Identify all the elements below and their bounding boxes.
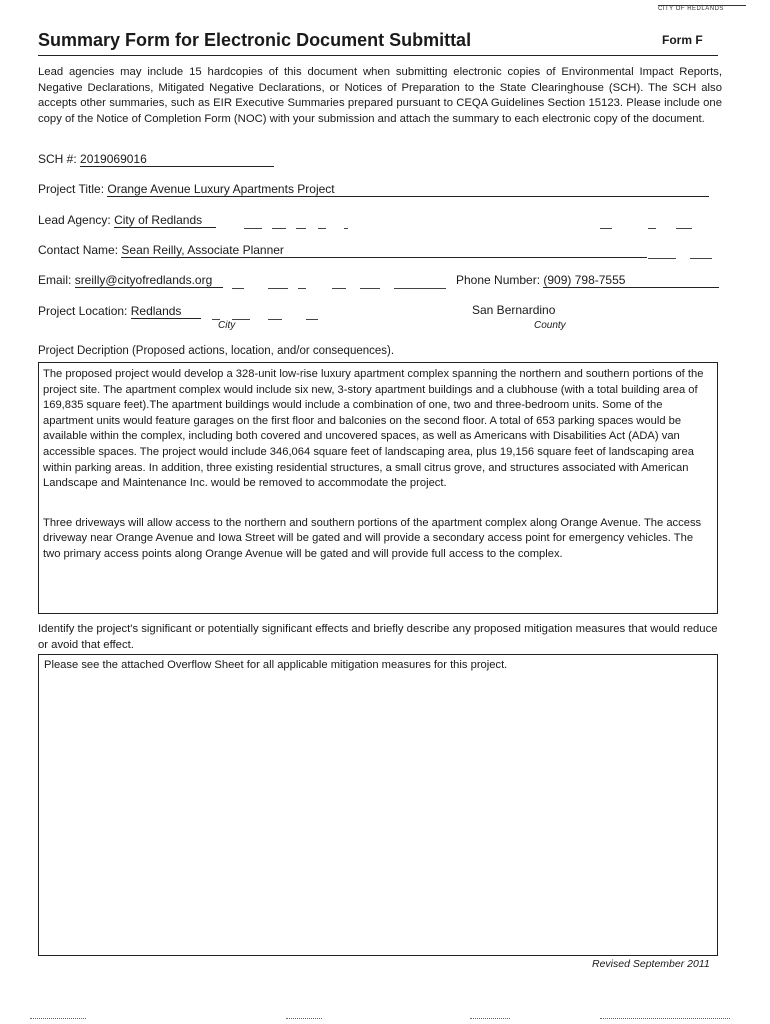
effects-text: Please see the attached Overflow Sheet for all applicable mitigation measures for this project. xyxy=(44,659,508,671)
dash-line xyxy=(344,228,348,229)
form-label: Form F xyxy=(662,33,703,47)
dash-line xyxy=(648,228,656,229)
email-label: Email: xyxy=(38,273,72,287)
dash-line xyxy=(600,228,612,229)
project-title-field xyxy=(38,182,709,197)
dash-line xyxy=(268,288,288,289)
description-label: Project Decription (Proposed actions, location, and/or consequences). xyxy=(38,345,395,357)
dash-line xyxy=(272,228,286,229)
lead-agency-value[interactable]: City of Redlands xyxy=(114,213,216,228)
scan-speck xyxy=(286,1018,322,1019)
dash-line xyxy=(244,228,262,229)
lead-agency-field xyxy=(38,213,216,228)
project-location-label: Project Location: xyxy=(38,304,128,318)
phone-field xyxy=(456,273,719,288)
dash-line xyxy=(690,258,712,259)
project-title-label: Project Title: xyxy=(38,182,105,196)
email-field xyxy=(38,273,223,288)
dash-line xyxy=(394,288,446,289)
dash-line xyxy=(648,258,676,259)
email-value[interactable]: sreilly@cityofredlands.org xyxy=(75,273,223,288)
page-title: Summary Form for Electronic Document Submittal xyxy=(38,30,472,50)
contact-name-value[interactable]: Sean Reilly, Associate Planner xyxy=(121,243,647,258)
title-rule xyxy=(38,55,718,56)
dash-line xyxy=(298,288,306,289)
scan-speck xyxy=(30,1018,86,1019)
dash-line xyxy=(360,288,380,289)
lead-agency-label: Lead Agency: xyxy=(38,213,111,227)
revised-date: Revised September 2011 xyxy=(592,958,710,970)
description-box[interactable] xyxy=(38,362,718,614)
scan-speck xyxy=(470,1018,510,1019)
project-title-value[interactable]: Orange Avenue Luxury Apartments Project xyxy=(107,182,709,197)
sch-number-label: SCH #: xyxy=(38,152,77,166)
contact-name-field xyxy=(38,243,647,258)
dash-line xyxy=(268,319,282,320)
received-stamp: CITY OF REDLANDS xyxy=(658,5,746,22)
dash-line xyxy=(676,228,692,229)
effects-box[interactable] xyxy=(38,654,718,956)
dash-line xyxy=(332,288,346,289)
county-caption: County xyxy=(534,320,566,331)
description-paragraph-2: Three driveways will allow access to the northern and southern portions of the apartment complex along Orange Avenue. The access driveway near Orange Avenue and Iowa Street will be gated and will provide a secondary access point for emergency vehicles. The two primary access points along Orange Avenue will be gated and will provide full access to the complex. xyxy=(43,516,702,560)
county-value[interactable]: San Bernardino xyxy=(472,303,556,317)
city-caption: City xyxy=(218,320,236,331)
sch-number-value[interactable]: 2019069016 xyxy=(80,152,274,167)
effects-label: Identify the project's significant or potentially significant effects and briefly describe any proposed mitigation measures that would reduce or avoid that effect. xyxy=(38,623,718,651)
scan-speck xyxy=(600,1018,730,1019)
dash-line xyxy=(296,228,306,229)
description-paragraph-1: The proposed project would develop a 328-unit low-rise luxury apartment complex spanning the northern and southern portions of the project site. The apartment complex would include six new, 3-story apartment buildings and a clubhouse (with a total building area of 169,835 square feet).The apartment buildings would include a combination of one, two and three-bedroom units. Some of the apartment units would feature garages on the first floor and balconies on the second floor. A total of 653 parking spaces would be available within the complex, including both covered and uncovered spaces, as well as Americans with Disabilities Act (ADA) van accessible spaces. The project would include 346,064 square feet of landscaping area, plus 19,156 square feet of landscaping area within parking areas. In addition, three existing residential structures, a small citrus grove, and structures associated with American Landscape and Maintenance Inc. would be removed to accommodate the project. xyxy=(43,368,704,490)
dash-line xyxy=(318,228,326,229)
intro-paragraph: Lead agencies may include 15 hardcopies of this document when submitting electronic copies of Environmental Impact Reports, Negative Declarations, Mitigated Negative Declarations, or Notices of Preparation to the State Clearinghouse (SCH). The SCH also accepts other summaries, such as EIR Executive Summaries prepared pursuant to CEQA Guidelines Section 15123. Please include one copy of the Notice of Completion Form (NOC) with your submission and attach the summary to each electronic copy of the document. xyxy=(38,66,722,125)
dash-line xyxy=(232,288,244,289)
dash-line xyxy=(306,319,318,320)
project-location-field xyxy=(38,304,201,319)
sch-number-field xyxy=(38,152,274,167)
contact-name-label: Contact Name: xyxy=(38,243,119,257)
city-value[interactable]: Redlands xyxy=(131,304,201,319)
phone-label: Phone Number: xyxy=(456,273,541,287)
phone-value[interactable]: (909) 798-7555 xyxy=(543,273,719,288)
